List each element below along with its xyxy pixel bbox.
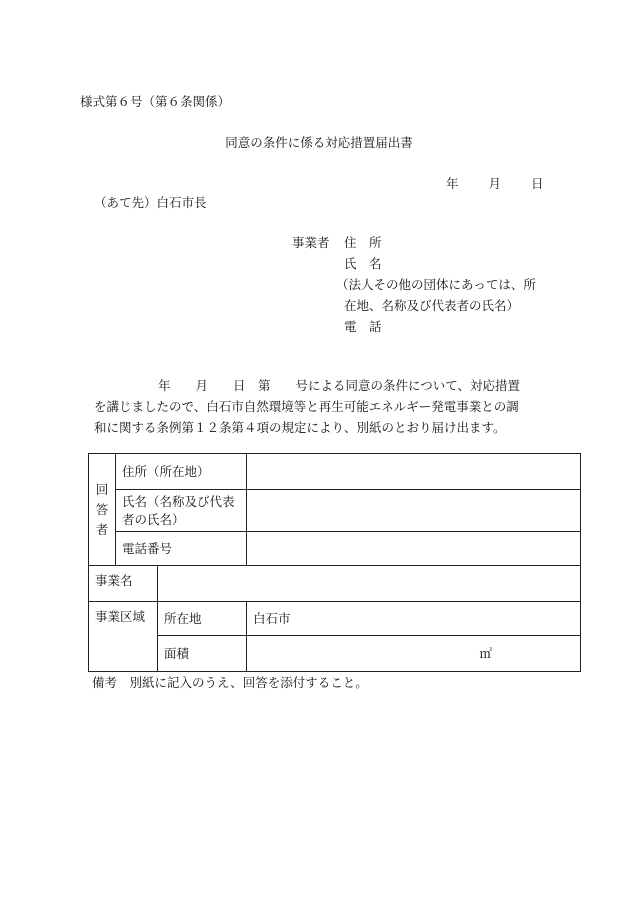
body-line-1: 年 月 日 第 号による同意の条件について、対応措置 [158, 378, 521, 393]
body-text [94, 375, 564, 438]
location-label: 所在地 [158, 602, 247, 636]
date-day: 日 [531, 176, 544, 191]
area-field[interactable] [247, 636, 581, 672]
remarks-note: 備考 別紙に記入のうえ、回答を添付すること。 [92, 675, 368, 690]
body-line-2: を講じましたので、白石市自然環境等と再生可能エネルギー発電事業との調 [94, 399, 519, 414]
respondent-table [88, 453, 581, 672]
date-year: 年 [446, 176, 459, 191]
address-field[interactable] [247, 454, 581, 490]
name-field[interactable] [247, 490, 581, 532]
form-number: 様式第６号（第６条関係） [80, 94, 231, 109]
applicant-address-label: 住 所 [344, 235, 382, 250]
respondent-header [89, 454, 116, 566]
area-unit: ㎡ [479, 645, 493, 661]
project-area-label: 事業区域 [89, 602, 158, 672]
applicant-block [292, 237, 536, 342]
area-label: 面積 [158, 636, 247, 672]
date-month: 月 [488, 176, 502, 191]
phone-field[interactable] [247, 532, 581, 566]
respondent-char-1: 回 [95, 481, 109, 497]
address-label: 住所（所在地） [116, 454, 247, 490]
project-name-field[interactable] [158, 566, 581, 602]
document-title: 同意の条件に係る対応措置届出書 [225, 135, 413, 150]
respondent-char-3: 者 [95, 521, 109, 537]
applicant-name-label: 氏 名 [344, 256, 382, 271]
phone-label: 電話番号 [116, 532, 247, 566]
applicant-corp-note-2: 在地、名称及び代表者の氏名） [344, 298, 520, 313]
location-field[interactable]: 白石市 [247, 602, 581, 636]
applicant-corp-note-1: （法人その他の団体にあっては、所 [336, 277, 536, 292]
applicant-phone-label: 電 話 [344, 319, 382, 334]
respondent-char-2: 答 [95, 501, 109, 517]
name-label: 氏名（名称及び代表 者の氏名） [116, 490, 247, 532]
body-line-3: 和に関する条例第１２条第４項の規定により、別紙のとおり届け出ます。 [94, 420, 506, 435]
date-line [446, 178, 544, 191]
applicant-label: 事業者 [292, 235, 330, 250]
project-name-label: 事業名 [89, 566, 158, 602]
addressee: （あて先）白石市長 [94, 195, 207, 210]
